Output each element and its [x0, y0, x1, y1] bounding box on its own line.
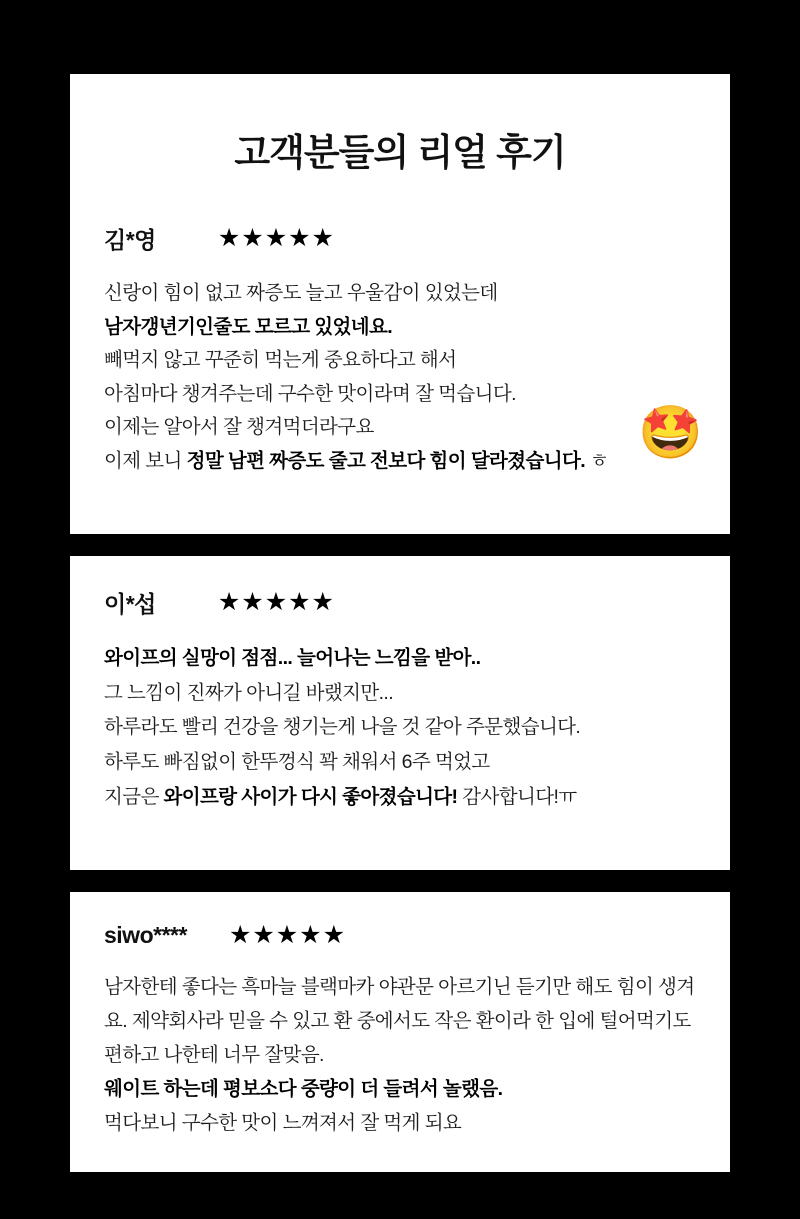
review-line [104, 745, 696, 780]
review-text-bold: 웨이트 하는데 평보소다 중량이 더 들려서 놀랬음. [104, 1077, 503, 1100]
review-line [104, 780, 696, 815]
review-line [104, 676, 696, 711]
reviewer-name: 김*영 [104, 227, 156, 253]
review-line [104, 344, 696, 378]
review-card-1 [70, 74, 730, 534]
review-header-2 [104, 586, 696, 619]
page-title: 고객분들의 리얼 후기 [234, 132, 566, 173]
review-text-bold: 정말 남편 짜증도 줄고 전보다 힘이 달라졌습니다. [186, 449, 586, 472]
star-struck-emoji-icon: 🤩 [638, 404, 703, 462]
review-line [104, 445, 696, 479]
review-text: 빼먹지 않고 꾸준히 먹는게 중요하다고 해서 [104, 349, 457, 372]
review-text: 그 느낌이 진짜가 아니길 바랬지만... [104, 681, 394, 704]
reviewer-name: 이*섭 [104, 591, 156, 617]
review-text: 아침마다 챙겨주는데 구수한 맛이라며 잘 먹습니다. [104, 382, 516, 405]
star-rating-icon: ★★★★★ [228, 921, 346, 949]
review-text-bold: 와이프의 실망이 점점... 늘어나는 느낌을 받아.. [104, 647, 481, 669]
review-text: 지금은 [104, 785, 164, 808]
review-text-bold: 와이프랑 사이가 다시 좋아졌습니다! [163, 785, 458, 808]
review-line [104, 411, 696, 445]
review-text: 하루도 빠짐없이 한뚜껑식 꽉 채워서 6주 먹었고 [104, 751, 490, 774]
review-card-2 [70, 556, 730, 870]
review-line [104, 1107, 696, 1141]
review-card-3 [70, 892, 730, 1172]
review-body-2 [104, 641, 696, 815]
review-text: 먹다보니 구수한 맛이 느껴져서 잘 먹게 되요 [104, 1111, 462, 1134]
review-text: ㅎ [585, 449, 609, 472]
review-text: 감사합니다!ㅠ [457, 785, 577, 808]
review-line [104, 277, 696, 311]
review-text: 남자한테 좋다는 흑마늘 블랙마카 야관문 아르기닌 듣기만 해도 힘이 생겨요. 제약회사라 믿을 수 있고 환 중에서도 작은 환이라 한 입에 털어먹기도 편하고 나한테 너무 잘맞음. [104, 976, 695, 1066]
star-rating-icon: ★★★★★ [217, 224, 335, 252]
review-line [104, 378, 696, 412]
review-header-1 [104, 222, 696, 255]
review-line [104, 971, 696, 1073]
review-body-1 [104, 277, 703, 478]
review-line [104, 641, 696, 676]
review-line [104, 710, 696, 745]
star-rating-icon: ★★★★★ [217, 588, 335, 616]
review-line [104, 311, 696, 345]
review-text: 이제 보니 [104, 449, 187, 472]
review-header-3 [104, 922, 696, 949]
review-text: 신랑이 힘이 없고 짜증도 늘고 우울감이 있었는데 [104, 282, 498, 304]
review-text-bold: 남자갱년기인줄도 모르고 있었네요. [104, 315, 393, 338]
review-text: 이제는 알아서 잘 챙겨먹더라구요 [104, 416, 374, 439]
review-body-3 [104, 971, 696, 1141]
review-line [104, 1073, 696, 1107]
reviewer-name: siwo**** [104, 922, 187, 948]
review-text: 하루라도 빨리 건강을 챙기는게 나을 것 같아 주문했습니다. [104, 716, 581, 739]
